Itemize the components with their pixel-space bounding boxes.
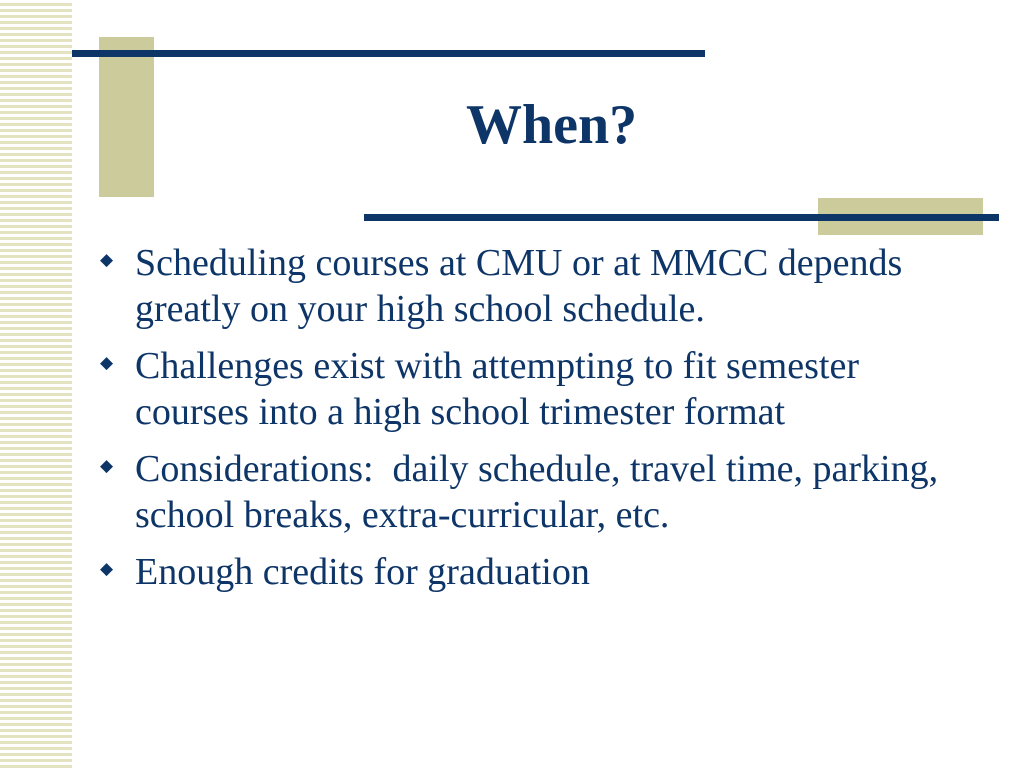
bullet-text: Scheduling courses at CMU or at MMCC depends greatly on your high school schedule.	[135, 242, 903, 330]
diamond-icon: ◆	[100, 250, 114, 269]
slide-title: When?	[466, 94, 638, 156]
diamond-icon: ◆	[100, 456, 114, 475]
decorative-tan-block-vertical	[99, 37, 154, 197]
bullet-item	[98, 343, 978, 435]
bullet-text: Challenges exist with attempting to fit semester courses into a high school trimester format	[135, 345, 859, 433]
title-rule-bottom	[364, 214, 999, 221]
bullet-list	[98, 240, 978, 606]
bullet-item	[98, 549, 978, 595]
bullet-text: Considerations: daily schedule, travel time, parking, school breaks, extra-curricular, etc.	[135, 448, 948, 536]
bullet-text: Enough credits for graduation	[135, 551, 590, 593]
bullet-item	[98, 240, 978, 332]
bullet-item	[98, 446, 978, 538]
diamond-icon: ◆	[100, 353, 114, 372]
diamond-icon: ◆	[100, 559, 114, 578]
title-rule-top	[72, 50, 705, 57]
decorative-stripes	[0, 0, 72, 768]
